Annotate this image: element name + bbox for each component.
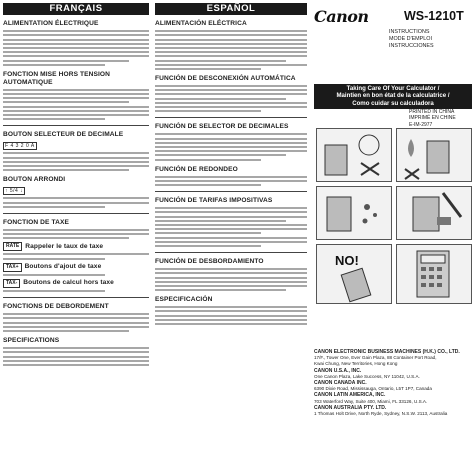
address-canada-line-1: 6390 Dixie Road, Mississauga, Ontario, L5T 1P7, Canada [314,386,432,392]
fr-round-section [3,176,149,208]
address-usa [314,368,472,380]
spanish-column [155,0,307,450]
es-power-title: ALIMENTACIÓN ELÉCTRICA [155,20,247,27]
fr-specs-section [3,337,149,366]
printed-line-2: IMPRIMÉ EN CHINE [409,115,456,122]
manual-title-fr: MODE D'EMPLOI [389,36,432,42]
illustration-water [396,128,472,182]
french-column [3,0,149,450]
es-overflow-section [155,258,307,291]
address-hk-line-1: 17/F., Tower One, Ever Gain Plaza, 88 Container Port Road, [314,355,437,361]
care-banner-line-3: Como cuidar su calculadora [352,99,434,107]
es-tax-section [155,197,307,247]
fr-taxminus-key: TAX- [3,279,20,288]
manual-title-es: INSTRUCCIONES [389,43,434,49]
es-power-section [155,20,307,70]
address-latin-america [314,392,472,404]
fr-round-title: BOUTON ARRONDI [3,176,66,184]
no-warning-label: NO! [335,253,359,268]
care-banner-line-1: Taking Care Of Your Calculator / [346,84,440,92]
french-header: FRANÇAIS [3,3,149,15]
es-specs-section [155,296,307,325]
fr-decimal-selector: F 4 3 2 0 A [5,143,35,150]
illustration-dust [316,186,392,240]
fr-auto-off-title: FONCTION MISE HORS TENSION AUTOMATIQUE [3,70,111,86]
illustration-drop [316,244,392,304]
address-australia-name: CANON AUSTRALIA PTY. LTD. [314,404,387,411]
illustration-cleaning [396,186,472,240]
fr-auto-off-section [3,71,149,121]
care-banner-line-2: Maintien en bon état de la calculatrice / [336,92,450,100]
fr-power-section [3,20,149,66]
es-round-section [155,166,307,187]
cover-column [314,0,472,450]
fr-overflow-section [3,303,149,332]
illustration-hand-calculator [396,244,472,304]
care-banner [314,84,472,109]
fr-decimal-title: BOUTON SELECTEUR DE DECIMALE [3,131,124,139]
address-hk-line-2: Kwai Chung, New Territories, Hong Kong [314,361,398,367]
fr-taxplus-key: TAX+ [3,263,22,272]
fr-tax-title: FONCTION DE TAXE [3,218,69,226]
fr-decimal-section [3,131,149,171]
es-decimal-title: FUNCIÓN DE SELECTOR DE DECIMALES [155,123,289,131]
fr-overflow-title: FONCTIONS DE DEBORDEMENT [3,303,109,310]
address-australia-line-1: 1 Thomas Holt Drive, North Ryde, Sydney, N.S.W. 2113, Australia [314,411,448,417]
address-usa-line-1: One Canon Plaza, Lake Success, NY 11042, U.S.A. [314,373,420,379]
fr-rate-key: RATE [3,242,22,251]
address-hk-name: CANON ELECTRONIC BUSINESS MACHINES (H.K.) CO., LTD. [314,349,460,355]
fr-specs-title: SPECIFICATIONS [3,336,60,344]
fr-tax-key-1: Rappeler le taux de taxe [25,242,104,250]
fr-tax-key-2: Boutons d'ajout de taxe [24,263,102,271]
canon-logo: Canon [314,7,369,26]
address-latin-america-name: CANON LATIN AMERICA, INC. [314,392,386,399]
es-auto-off-section [155,75,307,112]
fr-round-selector: ↑ 5/4 ↓ [5,188,24,195]
printed-in-china [409,109,456,128]
illustration-heat [316,128,392,182]
address-australia [314,405,472,417]
address-usa-name: CANON U.S.A., INC. [314,367,362,374]
fr-tax-section [3,219,149,292]
spanish-header: ESPAÑOL [155,3,307,15]
es-auto-off-title: FUNCIÓN DE DESCONEXIÓN AUTOMÁTICA [155,74,296,82]
address-hk [314,349,472,368]
es-specs-title: ESPECIFICACIÓN [155,296,213,304]
fr-tax-key-3: Boutons de calcul hors taxe [23,279,114,287]
printed-line-1: PRINTED IN CHINA [409,109,455,115]
es-overflow-title: FUNCIÓN DE DESBORDAMIENTO [155,257,264,265]
es-decimal-section [155,123,307,160]
model-number: WS-1210T [404,9,464,23]
es-round-title: FUNCIÓN DE REDONDEO [155,165,238,173]
address-canada [314,380,472,392]
printed-line-3: E-IM-2977 [409,121,433,128]
fr-power-title: ALIMENTATION ÉLECTRIQUE [3,20,99,27]
manual-title-en: INSTRUCTIONS [389,29,430,35]
address-canada-name: CANON CANADA INC. [314,380,367,387]
address-list [314,349,472,417]
address-latin-america-line-1: 703 Waterford Way, Suite 400, Miami, FL 33126, U.S.A. [314,398,428,404]
es-tax-title: FUNCIÓN DE TARIFAS IMPOSITIVAS [155,197,273,205]
manual-titles [389,29,434,50]
